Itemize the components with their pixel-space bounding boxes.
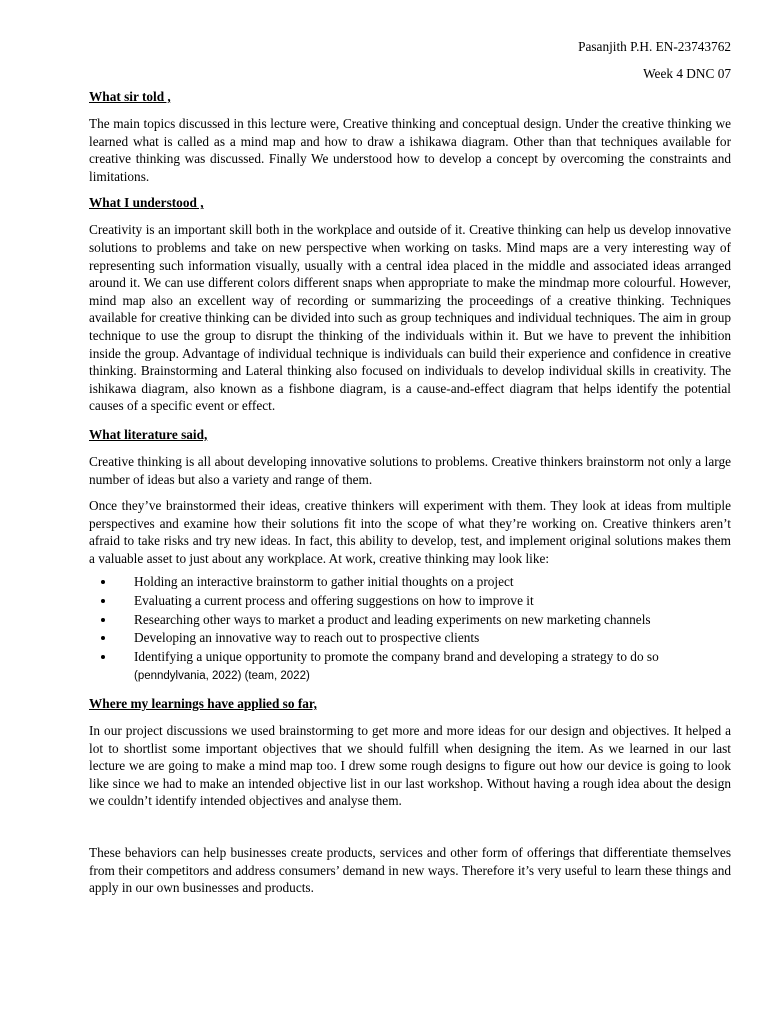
list-item: • Researching other ways to market a product and leading experiments on new marketing channels [116, 611, 731, 630]
heading-applied: Where my learnings have applied so far, [89, 696, 317, 712]
heading-understood: What I understood , [89, 195, 204, 211]
paragraph-understood: Creativity is an important skill both in the workplace and outside of it. Creative thinking can help us develop innovative solutions to problems and take on new perspective when working on tasks. Mind maps are a very interesting way of representing such information visually, usually with a central idea placed in the middle and associated ideas arranged around it. We can use different colors different snaps when appropriate to make the mindmap more colourful. However, mind map also an excellent way of recording or summarizing the proceedings of a creative thinking. Techniques available for creative thinking can be divided into such as group techniques and individual techniques. The aim in group technique to use the group to disrupt the thinking of the individuals within it. But we have to prevent the inhibition inside the group. Advantage of individual technique is individuals can build their experience and confidence in creative thinking. Brainstorming and Lateral thinking also focused on individuals to develop individual skills in creativity. The ishikawa diagram, also known as a fishbone diagram, is a cause-and-effect diagram that helps identify the potential causes of a specific event or effect. [89, 222, 731, 414]
paragraph-applied: In our project discussions we used brainstorming to get more and more ideas for our design and objectives. It helped a lot to shortlist some important objectives that we should fulfill when designing the item. As we learned in our last lecture we are going to make a mind map too. I drew some rough designs to figure out how our device is going to look like since we had to make an intended objective list in our last workshop. Without having a rough idea about the design we couldn’t identify intended objectives and analyse them. [89, 723, 731, 809]
heading-sir-told: What sir told , [89, 89, 171, 104]
paragraph-literature-2: Once they’ve brainstormed their ideas, creative thinkers will experiment with them. They look at ideas from multiple perspectives and examine how their solutions fit into the scope of what they’re working on. Creative thinkers aren’t afraid to take risks and try new ideas. In fact, this ability to develop, test, and implement original solutions makes them a valuable asset to just about any workplace. At work, creative thinking may look like: [89, 498, 731, 566]
list-item: • Evaluating a current process and offering suggestions on how to improve it [116, 592, 731, 611]
list-item-text: Identifying a unique opportunity to promote the company brand and developing a strategy to do so [134, 648, 659, 664]
paragraph-sir-told: The main topics discussed in this lecture were, Creative thinking and conceptual design. Under the creative thinking we learned what is called as a mind map and how to draw a ishikawa diagram. Other than that techniques available for creative thinking was discussed. Finally We understood how to develop a concept by overcoming the constraints and limitations. [89, 116, 731, 184]
list-item [116, 648, 731, 686]
paragraph-literature-1: Creative thinking is all about developing innovative solutions to problems. Creative thinkers brainstorm not only a large number of ideas but also a variety and range of them. [89, 453, 731, 487]
list-item: • Holding an interactive brainstorm to gather initial thoughts on a project [116, 573, 731, 592]
creative-thinking-list [89, 573, 731, 686]
paragraph-closing: These behaviors can help businesses create products, services and other form of offerings that differentiate themselves from their competitors and address consumers’ demand in new ways. Therefore it’s very useful to learn these things and apply in our own businesses and products. [89, 845, 731, 896]
citation: (penndylvania, 2022) (team, 2022) [134, 670, 310, 683]
author-id: Pasanjith P.H. EN-23743762 [578, 39, 731, 54]
heading-literature: What literature said, [89, 426, 208, 442]
list-item: • Developing an innovative way to reach out to prospective clients [116, 629, 731, 648]
week-label: Week 4 DNC 07 [643, 66, 731, 81]
